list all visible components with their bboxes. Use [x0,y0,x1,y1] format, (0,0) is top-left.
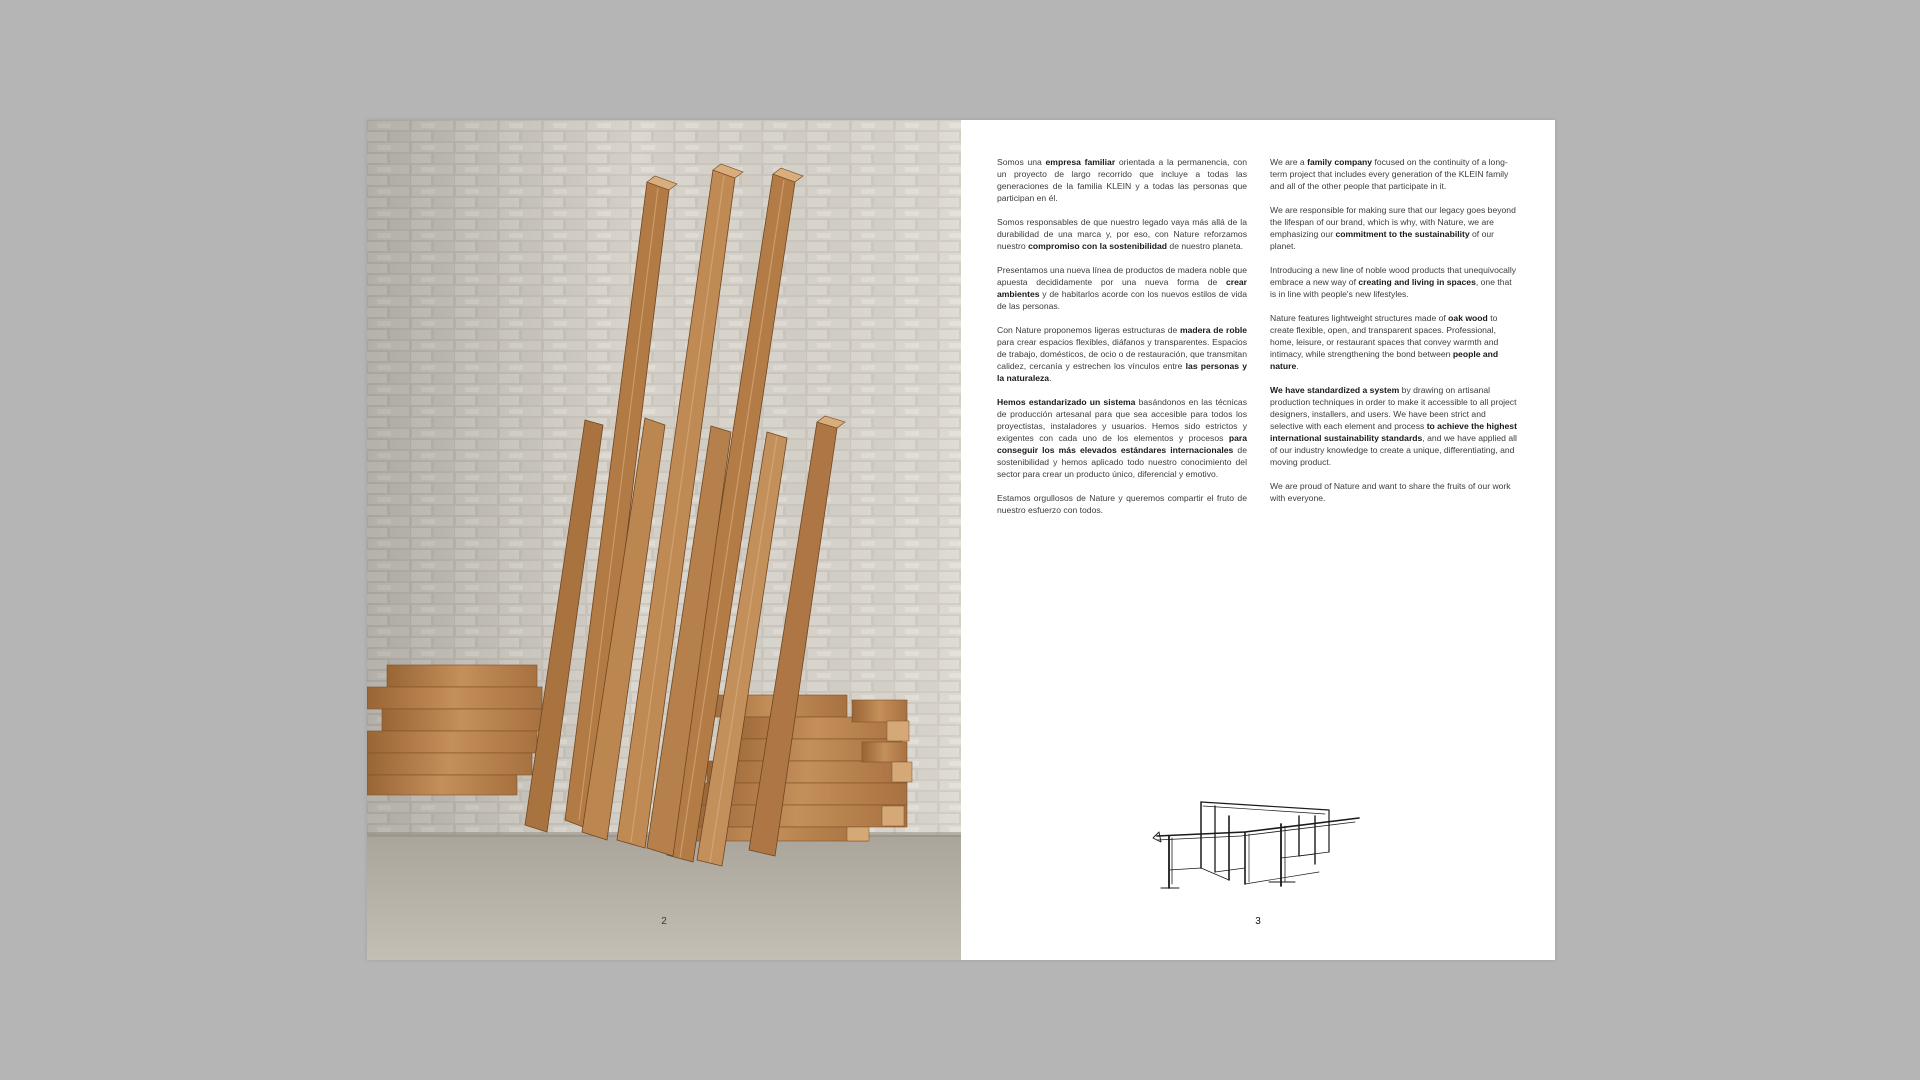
left-page [367,120,961,960]
english-text-column [1270,156,1520,516]
es-paragraph-6: Estamos orgullosos de Nature y queremos compartir el fruto de nuestro esfuerzo con todos. [997,493,1247,515]
en-paragraph-3: Introducing a new line of noble wood products that unequivocally embrace a new way of creating and living in spaces, one that is in line with people's new lifestyles. [1270,265,1517,299]
wood-beams-photo [367,120,961,960]
es-paragraph-1: Somos una empresa familiar orientada a la permanencia, con un proyecto de largo recorrido que incluye a todas las generaciones de la familia KLEIN y a todas las personas que participan en él. [997,157,1247,203]
en-paragraph-6: We are proud of Nature and want to share the fruits of our work with everyone. [1270,481,1511,503]
es-paragraph-3: Presentamos una nueva línea de productos de madera noble que apuesta decididamente por una nueva forma de crear ambientes y de habitarlos acorde con los nuevos estilos de vida de las personas. [997,265,1247,311]
en-paragraph-4: Nature features lightweight structures made of oak wood to create flexible, open, and transparent spaces. Professional, home, leisure, or restaurant spaces that convey warmth and intimacy, while strengthening the bond between people and nature. [1270,313,1499,371]
en-paragraph-2: We are responsible for making sure that our legacy goes beyond the lifespan of our brand, which is why, with Nature, we are emphasizing our commitment to the sustainability of our planet. [1270,205,1516,251]
page-number-left: 2 [661,916,667,927]
right-page [961,120,1555,960]
page-number-right: 3 [1255,916,1261,927]
structure-sketch [1149,788,1363,892]
es-paragraph-5: Hemos estandarizado un sistema basándonos en las técnicas de producción artesanal para que sea accesible para todos los proyectistas, instaladores y usuarios. Hemos sido estrictos y exigentes con cada uno de los elementos y procesos para conseguir los más elevados estándares internacionales de sostenibilidad y hemos aplicado todo nuestro conocimiento del sector para crear un producto único, diferencial y emotivo. [997,397,1247,479]
es-paragraph-4: Con Nature proponemos ligeras estructuras de madera de roble para crear espacios flexibles, diáfanos y transparentes. Espacios de trabajo, domésticos, de ocio o de restauración, que transmitan calidez, cercanía y estrechen los vínculos entre las personas y la naturaleza. [997,325,1247,383]
en-paragraph-5: We have standardized a system by drawing on artisanal production techniques in order to make it accessible to all project designers, installers, and users. We have been strict and selective with each element and process to achieve the highest international sustainability standards, and we have applied all of our industry knowledge to create a unique, differentiating, and moving product. [1270,385,1517,467]
es-paragraph-2: Somos responsables de que nuestro legado vaya más allá de la durabilidad de una marca y, por eso, con Nature reforzamos nuestro compromiso con la sostenibilidad de nuestro planeta. [997,217,1247,251]
spanish-text-column [997,156,1247,528]
en-paragraph-1: We are a family company focused on the continuity of a long-term project that includes every generation of the KLEIN family and all of the other people that participate in it. [1270,157,1509,191]
brochure-spread [367,120,1555,960]
